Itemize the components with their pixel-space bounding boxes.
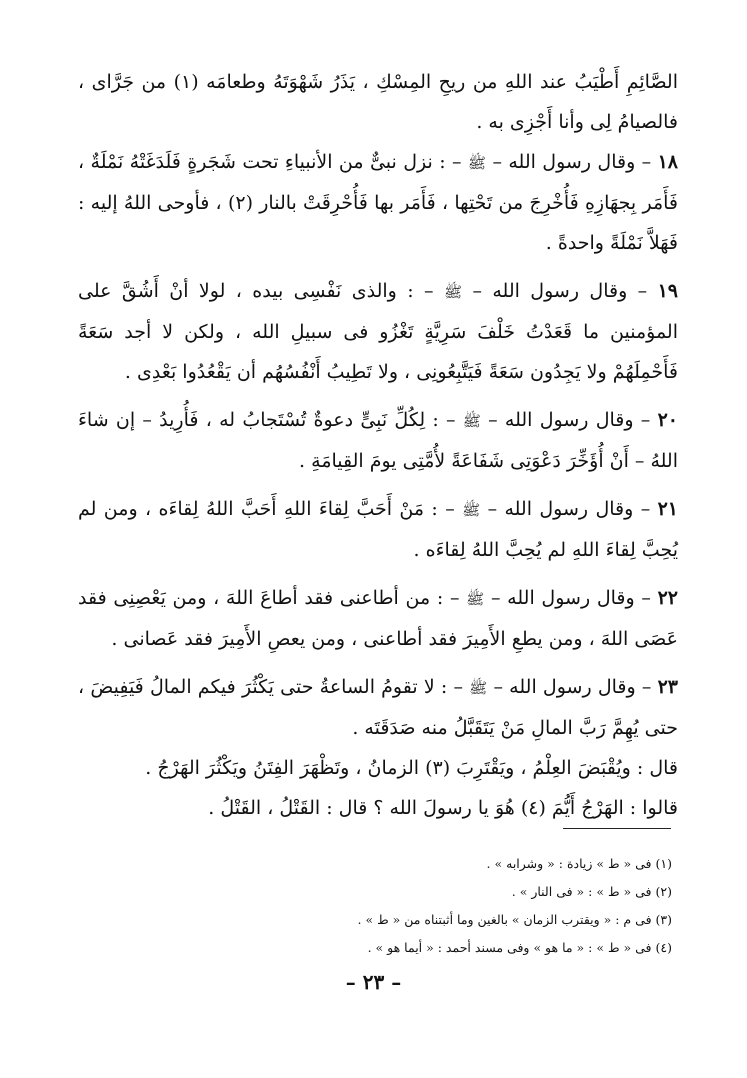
hadith-intro: – وقال رسول الله – — [486, 151, 658, 173]
hadith-number: ١٩ — [657, 280, 678, 302]
main-text — [78, 62, 678, 828]
hadith-number: ١٨ — [657, 151, 678, 173]
hadith-body: – : نزل نبىٌّ من الأنبياءِ تحت شَجَرةٍ فَلَدَغَتْهُ نَمْلَةٌ ، فَأَمَر بِجهَازِهِ فَأُخْرِجَ من تَحْتِها ، فَأَمَر بها فَأُحْرِقَتْ بالنار (٢) ، فأوحى اللهُ إليه : فَهَلاَّ نَمْلَةً واحدةً . — [78, 151, 678, 254]
salla-glyph: ﷺ — [467, 154, 487, 172]
hadith-intro: – وقال رسول الله – — [484, 587, 658, 609]
hadith-intro: – وقال رسول الله – — [462, 280, 658, 302]
hadith-intro: – وقال رسول الله – — [480, 409, 658, 431]
salla-glyph: ﷺ — [443, 283, 463, 301]
hadith-23-continuation — [78, 748, 678, 788]
hadith-body: – : لِكُلِّ نَبِىٍّ دعوةٌ تُسْتَجابُ له ، فَأُرِيدُ – إن شاءَ اللهُ – أَنْ أُؤَخِّرَ دَعْوَتِى شَفَاعَةً لأُمَّتِى يومَ القِيامَةِ . — [78, 409, 678, 472]
hadith-number: ٢٢ — [657, 587, 678, 609]
hadith-intro: – وقال رسول الله – — [487, 676, 658, 698]
salla-glyph: ﷺ — [469, 679, 488, 697]
paragraph-text: الصَّائِمِ أَطْيَبُ عند اللهِ من ريحِ المِسْكِ ، يَذَرُ شَهْوَتَهُ وطعامَه (١) من جَرَّاى ، فالصيامُ لِى وأنا أَجْزِى به . — [78, 71, 678, 133]
paragraph-text: قال : ويُقْبَضَ العِلْمُ ، ويَقْتَرِبَ (٣) الزمانُ ، وتَظْهَرَ الفِتَنُ ويَكْثُرَ الهَرْجُ . — [145, 757, 678, 779]
hadith-body: – : مَنْ أَحَبَّ لِقاءَ اللهِ أَحَبَّ اللهُ لِقاءَه ، ومن لم يُحِبَّ لِقاءَ اللهِ لم يُحِبَّ اللهُ لِقاءَه . — [78, 498, 678, 561]
hadith-body: – : لا تقومُ الساعةُ حتى يَكْثُرَ فيكم المالُ فَيَفِيضَ ، حتى يُهِمَّ رَبَّ المالِ مَنْ يَتَقَبَّلُ منه صَدَقَتَه . — [78, 676, 678, 739]
hadith-21 — [78, 489, 678, 570]
hadith-intro: – وقال رسول الله – — [480, 498, 658, 520]
hadith-body: – : من أطاعنى فقد أطاعَ اللهَ ، ومن يَعْصِنِى فقد عَصَى اللهَ ، ومن يطعِ الأَمِيرَ فقد أطاعنى ، ومن يعصِ الأَمِيرَ فقد عَصانى . — [78, 587, 678, 650]
salla-glyph: ﷺ — [466, 590, 485, 608]
hadith-23-question — [78, 788, 678, 828]
hadith-body: – : والذى نَفْسِى بيده ، لولا أنْ أَشُقَّ على المؤمنين ما قَعَدْتُ خَلْفَ سَرِيَّةٍ تَغْزُو فى سبيلِ الله ، ولكن لا أجد سَعَةً فَأَحْمِلَهُمْ ولا يَجِدُون سَعَةً فَيَتَّبِعُونِى ، ولا تَطِيبُ أَنْفُسُهُم أن يَقْعُدُوا بَعْدِى . — [78, 280, 678, 383]
page-number: – ٢٣ – — [345, 970, 402, 994]
paragraph-text: قالوا : الهَرْجُ أَيُّمَ (٤) هُوَ يا رسولَ الله ؟ قال : القَتْلُ ، القَتْلُ . — [208, 797, 678, 819]
footnote-3: (٣) فى م : « ويقترب الزمان » بالغين وما أثبتناه من « ط » . — [357, 912, 672, 927]
hadith-18 — [78, 142, 678, 263]
hadith-number: ٢٣ — [657, 676, 678, 698]
hadith-number: ٢٠ — [657, 409, 678, 431]
footnote-1: (١) فى « ط » زيادة : « وشرابه » . — [486, 856, 672, 871]
footnote-4: (٤) فى « ط » : « ما هو » وفى مسند أحمد : « أيما هو » . — [367, 940, 672, 955]
footnote-separator — [563, 828, 671, 829]
hadith-22 — [78, 578, 678, 659]
hadith-17-ending — [78, 62, 678, 142]
hadith-20 — [78, 400, 678, 481]
hadith-23 — [78, 667, 678, 748]
footnotes — [250, 850, 672, 962]
salla-glyph: ﷺ — [462, 412, 481, 430]
hadith-19 — [78, 271, 678, 392]
footnote-2: (٢) فى « ط » : « فى النار » . — [511, 884, 672, 899]
hadith-number: ٢١ — [657, 498, 678, 520]
salla-glyph: ﷺ — [462, 501, 481, 519]
